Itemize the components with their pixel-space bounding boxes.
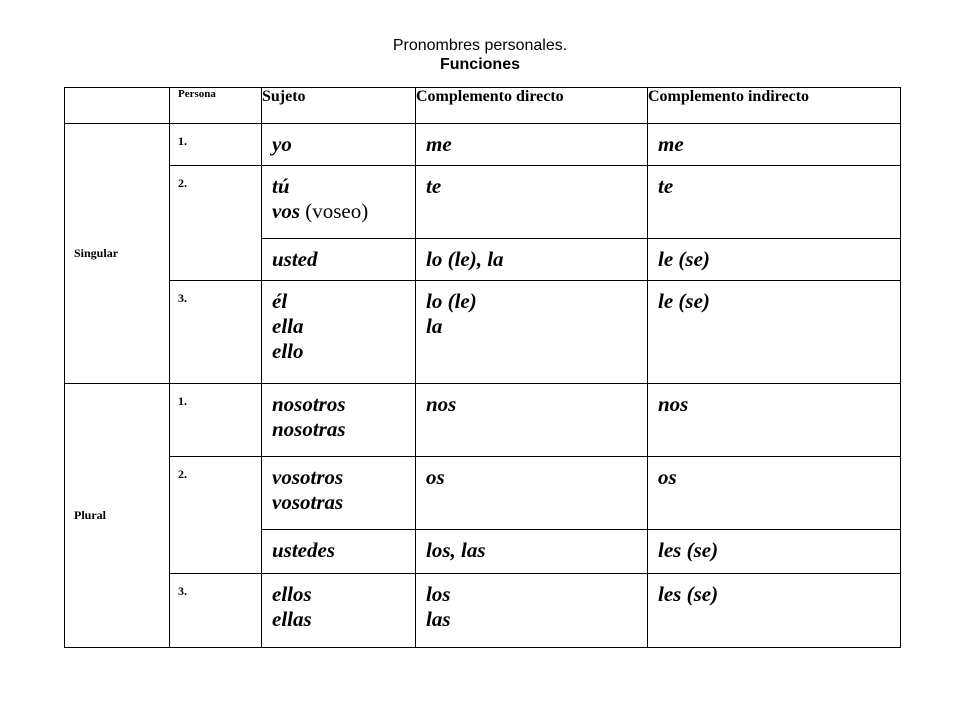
pronoun: ustedes	[272, 538, 335, 562]
table-row	[65, 457, 901, 530]
sujeto-cell	[262, 281, 416, 384]
pronoun: lo (le)	[426, 289, 477, 313]
pronoun: vosotros	[272, 465, 344, 489]
ci-cell	[648, 281, 901, 384]
persona-number: 2.	[170, 457, 262, 574]
cd-cell	[416, 239, 648, 281]
header-blank	[65, 88, 170, 124]
sujeto-cell	[262, 166, 416, 239]
pronoun: nos	[658, 392, 689, 416]
title-line-2: Funciones	[439, 56, 520, 73]
header-persona: Persona	[170, 88, 262, 124]
header-sujeto: Sujeto	[262, 88, 416, 124]
header-row	[65, 88, 901, 124]
pronoun: ellos	[272, 582, 312, 606]
pronoun: vos	[272, 199, 300, 223]
cd-cell	[416, 124, 648, 166]
cd-cell	[416, 457, 648, 530]
table-row	[65, 281, 901, 384]
ci-cell	[648, 457, 901, 530]
pronoun-line	[272, 199, 415, 224]
persona-number: 3.	[170, 574, 262, 648]
pronoun: vosotras	[272, 490, 344, 514]
sujeto-cell	[262, 384, 416, 457]
pronoun: lo (le), la	[426, 247, 504, 271]
ci-cell	[648, 530, 901, 574]
pronoun: me	[426, 132, 452, 156]
sujeto-cell	[262, 530, 416, 574]
persona-number: 1.	[170, 384, 262, 457]
pronoun: os	[658, 465, 677, 489]
pronoun: yo	[272, 132, 292, 156]
sujeto-cell	[262, 239, 416, 281]
pronoun: usted	[272, 247, 318, 271]
cd-cell	[416, 384, 648, 457]
pronoun: tú	[272, 174, 290, 198]
sujeto-cell	[262, 124, 416, 166]
pronoun: él	[272, 289, 288, 313]
pronoun: les (se)	[658, 538, 719, 562]
cd-cell	[416, 281, 648, 384]
pronoun: me	[658, 132, 684, 156]
pronoun: nosotros	[272, 392, 346, 416]
pronouns-table	[64, 87, 901, 648]
group-label-plural: Plural	[65, 384, 170, 648]
pronoun: ellas	[272, 607, 312, 631]
table-row	[65, 574, 901, 648]
table-row	[65, 124, 901, 166]
sujeto-cell	[262, 574, 416, 648]
ci-cell	[648, 384, 901, 457]
pronoun: los	[426, 582, 451, 606]
ci-cell	[648, 166, 901, 239]
slide-title	[0, 36, 960, 74]
pronoun: la	[426, 314, 443, 338]
group-label-singular: Singular	[65, 124, 170, 384]
sujeto-cell	[262, 457, 416, 530]
pronoun: te	[426, 174, 442, 198]
pronoun: ella	[272, 314, 304, 338]
persona-number: 2.	[170, 166, 262, 281]
cd-cell	[416, 530, 648, 574]
pronoun: las	[426, 607, 451, 631]
pronoun: te	[658, 174, 674, 198]
header-complemento-indirecto: Complemento indirecto	[648, 88, 901, 124]
ci-cell	[648, 574, 901, 648]
voseo-note: (voseo)	[305, 199, 369, 223]
persona-number: 3.	[170, 281, 262, 384]
pronoun: nos	[426, 392, 457, 416]
cd-cell	[416, 574, 648, 648]
pronoun: le (se)	[658, 289, 710, 313]
table-row	[65, 384, 901, 457]
persona-number: 1.	[170, 124, 262, 166]
cd-cell	[416, 166, 648, 239]
ci-cell	[648, 239, 901, 281]
pronoun: los, las	[426, 538, 486, 562]
pronoun: nosotras	[272, 417, 346, 441]
table-row	[65, 166, 901, 239]
header-complemento-directo: Complemento directo	[416, 88, 648, 124]
title-line-1: Pronombres personales.	[392, 37, 568, 54]
pronoun: ello	[272, 339, 304, 363]
pronoun: les (se)	[658, 582, 719, 606]
pronoun: le (se)	[658, 247, 710, 271]
ci-cell	[648, 124, 901, 166]
pronoun: os	[426, 465, 445, 489]
